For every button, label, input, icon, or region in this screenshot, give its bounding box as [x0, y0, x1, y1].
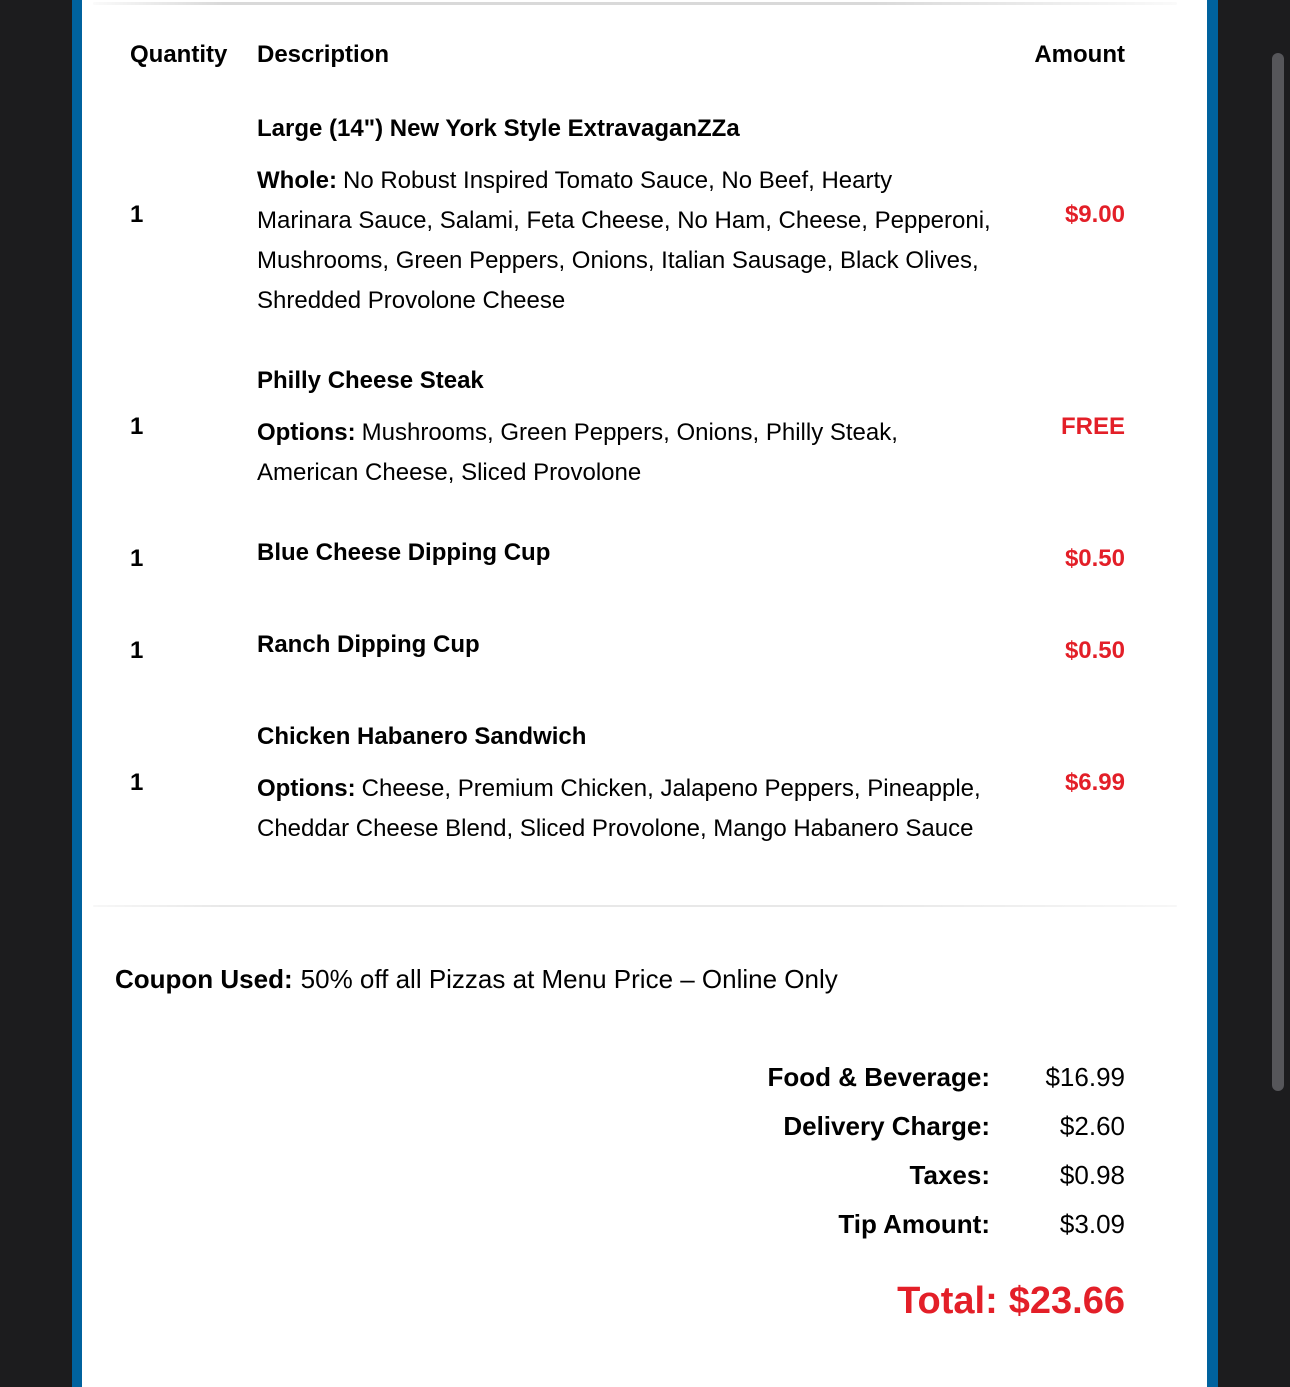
food-beverage-row — [115, 1059, 1125, 1108]
delivery-charge-label: Delivery Charge: — [783, 1111, 990, 1141]
left-accent-stripe — [72, 0, 82, 1387]
item-title: Large (14") New York Style ExtravaganZZa — [257, 115, 740, 142]
item-quantity: 1 — [130, 201, 144, 228]
item-amount: $0.50 — [1064, 545, 1125, 572]
tip-amount-row — [115, 1206, 1125, 1255]
summary-section — [82, 961, 1207, 1325]
taxes-value: $0.98 — [1059, 1160, 1125, 1190]
totals-block — [115, 1059, 1125, 1255]
item-title: Ranch Dipping Cup — [257, 631, 480, 658]
item-amount: FREE — [1060, 413, 1125, 440]
item-options-text: Mushrooms, Green Peppers, Onions, Philly Steak, American Cheese, Sliced Provolone — [257, 419, 898, 486]
delivery-charge-row — [115, 1108, 1125, 1157]
item-title: Blue Cheese Dipping Cup — [257, 539, 551, 566]
coupon-used-line — [115, 961, 1125, 997]
grand-total-label: Total: — [897, 1280, 998, 1322]
coupon-text: 50% off all Pizzas at Menu Price – Online Only — [300, 964, 838, 994]
item-quantity: 1 — [130, 545, 144, 572]
item-options — [257, 769, 992, 849]
item-amount: $9.00 — [1064, 201, 1125, 228]
amount-column-header: Amount — [1034, 41, 1125, 68]
item-options-label: Whole: — [257, 167, 337, 194]
item-options-label: Options: — [257, 419, 356, 446]
food-beverage-label: Food & Beverage: — [767, 1062, 990, 1092]
tip-amount-value: $3.09 — [1059, 1209, 1125, 1239]
order-item-row — [115, 341, 1125, 513]
coupon-label: Coupon Used: — [115, 964, 293, 994]
item-options-label: Options: — [257, 775, 356, 802]
description-column-header: Description — [257, 41, 390, 68]
item-quantity: 1 — [130, 413, 144, 440]
order-table — [115, 5, 1125, 869]
food-beverage-value: $16.99 — [1045, 1062, 1125, 1092]
order-table-header-row — [115, 5, 1125, 89]
taxes-label: Taxes: — [909, 1160, 990, 1190]
scrollbar-thumb[interactable] — [1272, 53, 1284, 1091]
item-quantity: 1 — [130, 769, 144, 796]
taxes-row — [115, 1157, 1125, 1206]
grand-total-line — [115, 1277, 1125, 1325]
right-accent-stripe — [1207, 0, 1218, 1387]
item-amount: $0.50 — [1064, 637, 1125, 664]
item-options — [257, 413, 992, 493]
item-options-text: No Robust Inspired Tomato Sauce, No Beef, Hearty Marinara Sauce, Salami, Feta Cheese, No Ham, Cheese, Pepperoni, Mushrooms, Green Peppers, Onions, Italian Sausage, Black Olives, Shredded Provolone Cheese — [257, 167, 991, 314]
order-item-row — [115, 605, 1125, 697]
receipt-panel — [82, 0, 1207, 1387]
item-title: Philly Cheese Steak — [257, 367, 484, 394]
item-options — [257, 161, 992, 321]
quantity-column-header: Quantity — [130, 41, 228, 68]
grand-total-value: $23.66 — [1008, 1280, 1125, 1322]
delivery-charge-value: $2.60 — [1059, 1111, 1125, 1141]
order-item-row — [115, 513, 1125, 605]
order-item-row — [115, 697, 1125, 869]
order-item-row — [115, 89, 1125, 341]
scrollbar-track — [1266, 0, 1290, 1387]
summary-divider — [93, 905, 1177, 907]
tip-amount-label: Tip Amount: — [838, 1209, 990, 1239]
item-title: Chicken Habanero Sandwich — [257, 723, 587, 750]
item-options-text: Cheese, Premium Chicken, Jalapeno Peppers, Pineapple, Cheddar Cheese Blend, Sliced Provolone, Mango Habanero Sauce — [257, 775, 981, 842]
item-amount: $6.99 — [1064, 769, 1125, 796]
order-items-section — [82, 5, 1207, 869]
item-quantity: 1 — [130, 637, 144, 664]
